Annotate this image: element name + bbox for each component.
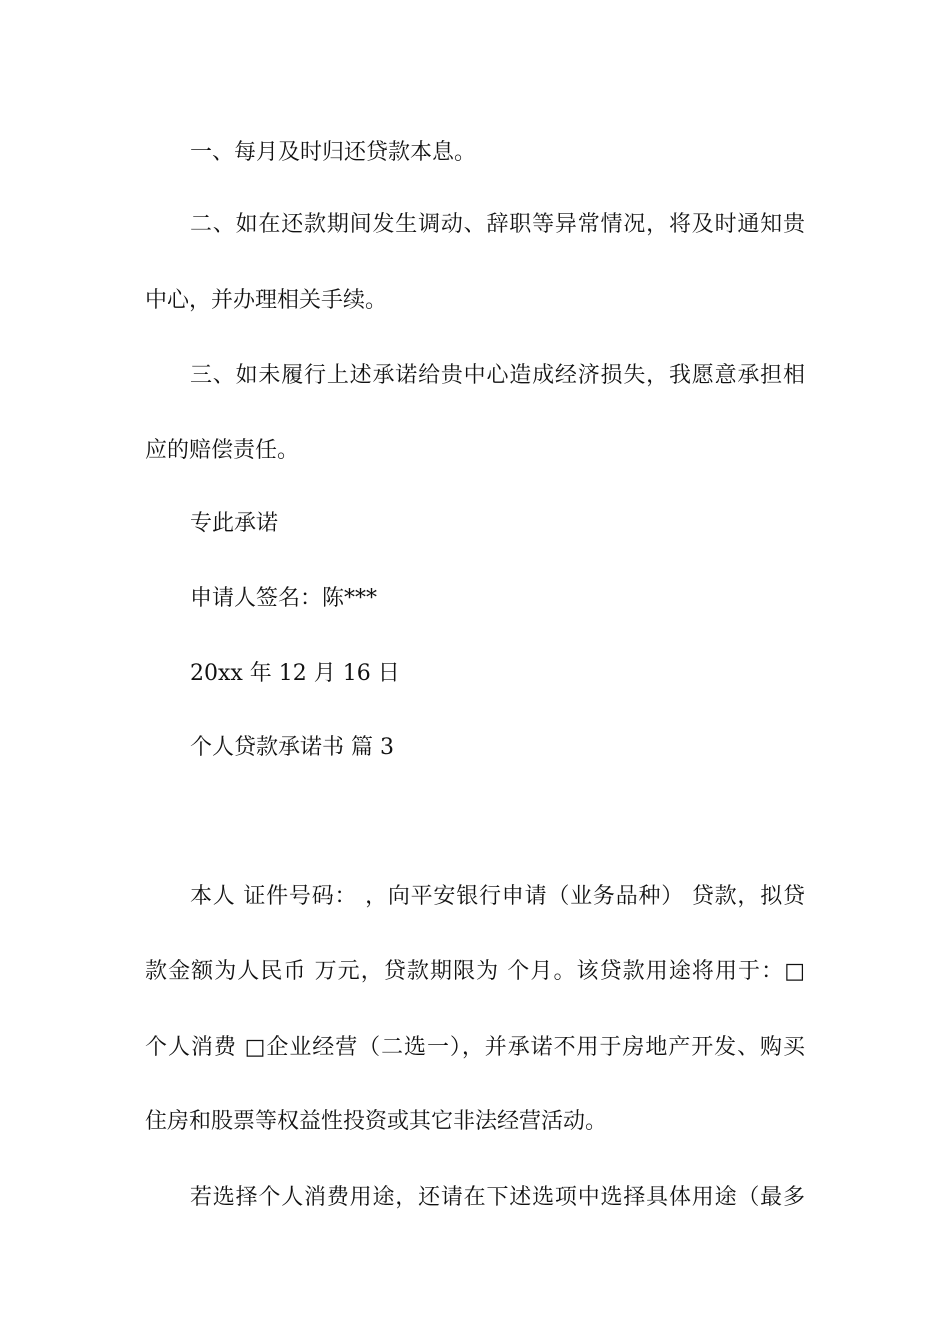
paragraph-line-3: 个人消费 □企业经营（二选一），并承诺不用于房地产开发、购买 [145, 1035, 805, 1060]
clause-1: 一、每月及时归还贷款本息。 [190, 140, 477, 165]
section-heading: 个人贷款承诺书 篇 3 [190, 735, 394, 760]
clause-2-line-1: 二、如在还款期间发生调动、辞职等异常情况，将及时通知贵 [190, 212, 805, 237]
clause-3-line-2: 应的赔偿责任。 [145, 438, 300, 463]
clause-3-line-1: 三、如未履行上述承诺给贵中心造成经济损失，我愿意承担相 [190, 363, 805, 388]
paragraph-2-line-1: 若选择个人消费用途，还请在下述选项中选择具体用途（最多 [190, 1185, 805, 1210]
paragraph-line-4: 住房和股票等权益性投资或其它非法经营活动。 [145, 1109, 608, 1134]
applicant-signature: 申请人签名：陈*** [190, 586, 378, 611]
paragraph-line-1: 本人 证件号码： ，向平安银行申请（业务品种） 贷款，拟贷 [190, 884, 805, 909]
date-line: 20xx 年 12 月 16 日 [190, 661, 400, 686]
clause-2-line-2: 中心，并办理相关手续。 [145, 288, 388, 313]
paragraph-line-2: 款金额为人民币 万元，贷款期限为 个月。该贷款用途将用于：□ [145, 959, 805, 984]
closing-phrase: 专此承诺 [190, 511, 279, 536]
